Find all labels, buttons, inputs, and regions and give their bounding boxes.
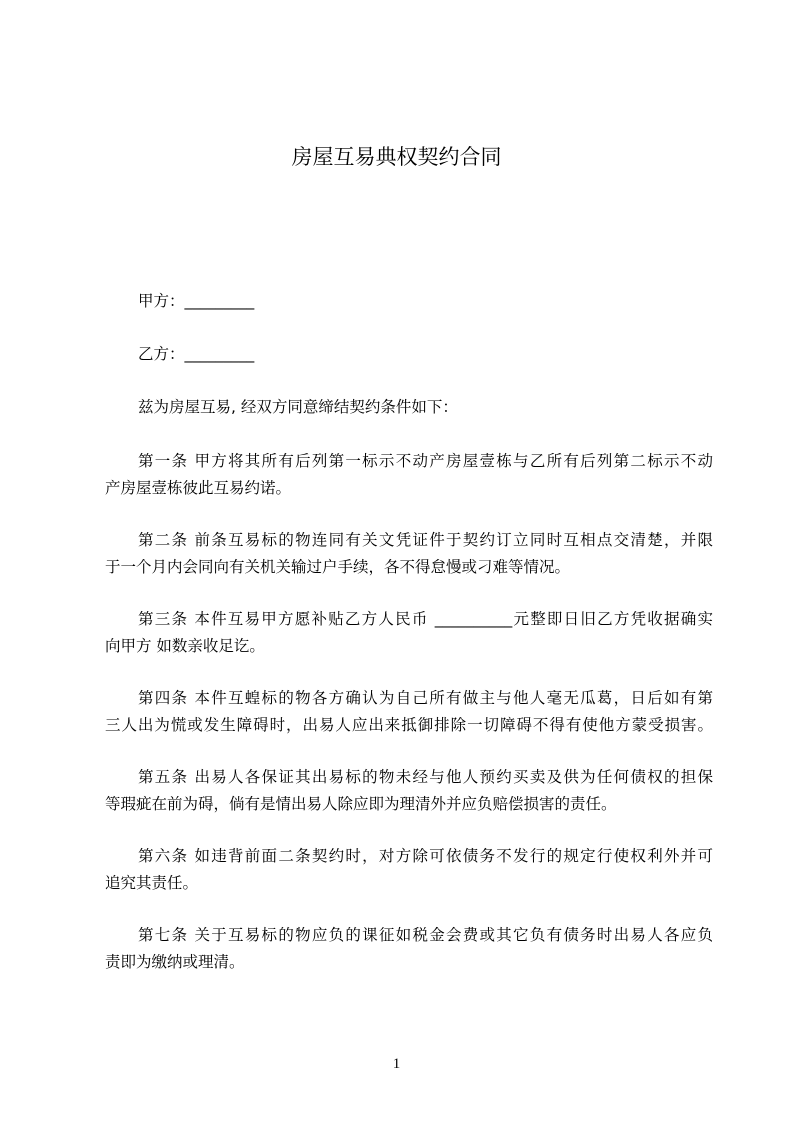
article-line: 第四条 本件互蝗标的物各方确认为自己所有做主与他人毫无瓜葛，日后如有第 [138, 689, 713, 707]
article-line: 三人出为慌或发生障碍时，出易人应出来抵御排除一切障碍不得有使他方蒙受损害。 [105, 716, 713, 734]
article-line: 产房屋壹栋彼此互易约诺。 [105, 479, 292, 497]
article-line: 第七条 关于互易标的物应负的课征如税金会费或其它负有债务时出易人各应负 [138, 926, 713, 944]
article-line: 第三条 本件互易甲方愿补贴乙方人民币 __________元整即日旧乙方凭收据确实 [138, 610, 713, 628]
article-line: 责即为缴纳或理清。 [105, 953, 245, 971]
article-line: 第一条 甲方将其所有后列第一标示不动产房屋壹栋与乙所有后列第二标示不动 [138, 452, 713, 470]
document-title: 房屋互易典权契约合同 [291, 145, 502, 169]
article-line: 于一个月内会同向有关机关输过户手续，各不得怠慢或刁难等情况。 [105, 558, 571, 576]
party-a-field: 甲方：_________ [138, 292, 255, 310]
intro-paragraph: 兹为房屋互易, 经双方同意缔结契约条件如下： [138, 398, 458, 416]
article-line: 第五条 出易人各保证其出易标的物未经与他人预约买卖及供为任何债权的担保 [138, 768, 713, 786]
article-line: 第六条 如违背前面二条契约时，对方除可依债务不发行的规定行使权利外并可 [138, 847, 713, 865]
article-line: 等瑕疵在前为碍，倘有是情出易人除应即为理清外并应负赔偿损害的责任。 [105, 795, 617, 813]
party-b-field: 乙方：_________ [138, 345, 255, 363]
page-number: 1 [392, 1056, 401, 1072]
article-line: 向甲方 如数亲收足讫。 [105, 637, 265, 655]
article-line: 追究其责任。 [105, 874, 199, 892]
article-line: 第二条 前条互易标的物连同有关文凭证件于契约订立同时互相点交清楚，并限 [138, 531, 713, 549]
